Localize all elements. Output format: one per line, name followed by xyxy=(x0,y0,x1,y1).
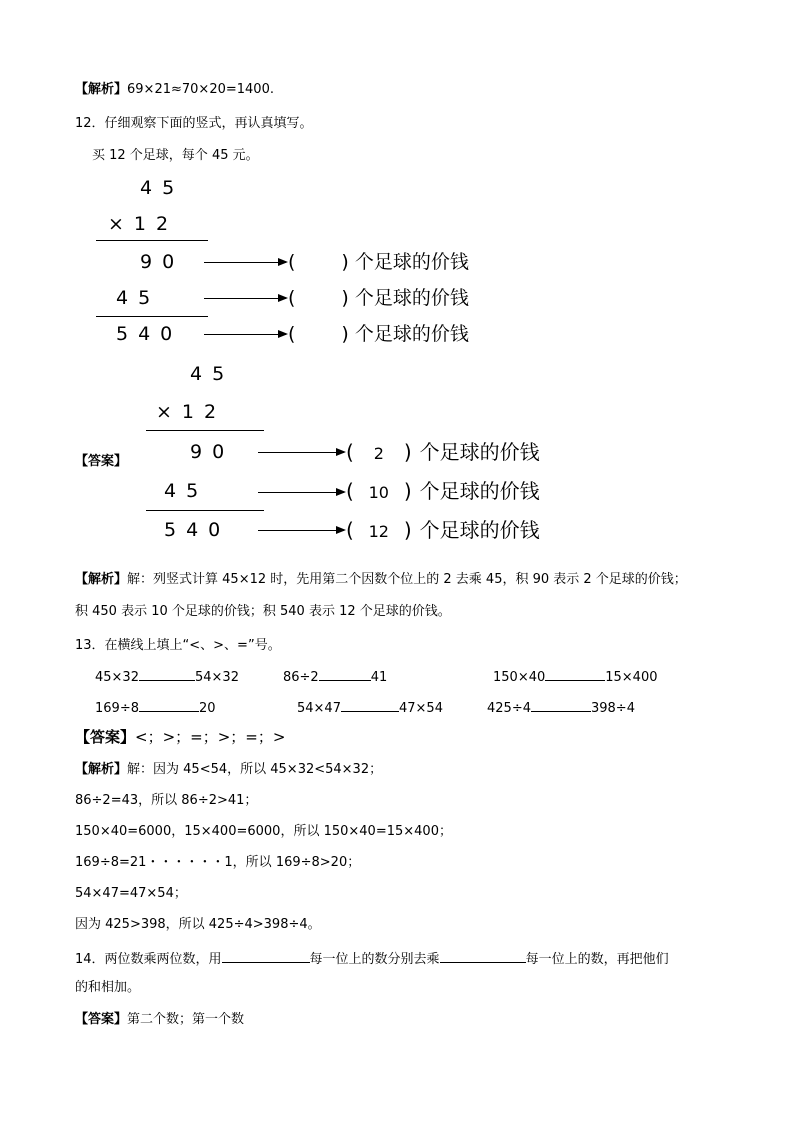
analysis-13-line1: 【解析】解：因为 45<54，所以 45×32<54×32； xyxy=(75,762,383,777)
price-blank: ( ) 个足球的价钱 xyxy=(288,251,469,273)
analysis-13-line6: 因为 425>398，所以 425÷4>398÷4。 xyxy=(75,917,321,932)
comparison-item: 54×47 47×54 xyxy=(297,697,443,719)
answer-blank[interactable] xyxy=(139,697,199,712)
analysis-13-line4: 169÷8=21・・・・・・1，所以 169÷8>20； xyxy=(75,855,361,870)
analysis-text: 69×21≈70×20=1400. xyxy=(127,82,274,97)
analysis-13-line5: 54×47=47×54； xyxy=(75,886,187,901)
arrow-icon xyxy=(258,530,344,531)
calc-row1: 90 xyxy=(190,441,235,463)
comparison-item: 169÷8 20 xyxy=(95,697,216,719)
answer-blank[interactable] xyxy=(341,697,399,712)
comparison-item: 425÷4 398÷4 xyxy=(487,697,635,719)
answer-blank[interactable] xyxy=(531,697,591,712)
calc-divider xyxy=(146,430,264,431)
price-answer: ( 12 ) 个足球的价钱 xyxy=(346,518,540,542)
arrow-icon xyxy=(204,262,286,263)
answer-blank[interactable] xyxy=(222,948,310,963)
calc-divider xyxy=(146,510,264,511)
comparison-item: 150×40 15×400 xyxy=(493,666,658,688)
analysis-12-line2: 积 450 表示 10 个足球的价钱；积 540 表示 12 个足球的价钱。 xyxy=(75,604,451,619)
question-14-line1: 14．两位数乘两位数，用 每一位上的数分别去乘 每一位上的数，再把他们 xyxy=(75,948,669,970)
calc-mult: ×12 xyxy=(108,213,179,235)
answer-blank[interactable] xyxy=(139,666,195,681)
comparison-item: 45×32 54×32 xyxy=(95,666,239,688)
question-13-title: 13．在横线上填上“<、>、=”号。 xyxy=(75,638,281,653)
calc-mult: ×12 xyxy=(156,401,227,423)
answer-value: 2 xyxy=(373,444,384,463)
analysis-13-line2: 86÷2=43，所以 86÷2>41； xyxy=(75,793,258,808)
arrow-icon xyxy=(258,492,344,493)
answer-blank[interactable] xyxy=(545,666,605,681)
calc-row2: 45 xyxy=(164,480,209,502)
analysis-tag: 【解析】 xyxy=(75,82,128,97)
answer-value: 12 xyxy=(368,522,389,541)
price-blank: ( ) 个足球的价钱 xyxy=(288,323,469,345)
analysis-12-line1: 【解析】解：列竖式计算 45×12 时，先用第二个因数个位上的 2 去乘 45，积 90 表示 2 个足球的价钱； xyxy=(75,572,687,587)
arrow-icon xyxy=(204,334,286,335)
comparison-item: 86÷2 41 xyxy=(283,666,387,688)
analysis-13-line3: 150×40=6000，15×400=6000，所以 150×40=15×400； xyxy=(75,824,452,839)
price-blank: ( ) 个足球的价钱 xyxy=(288,287,469,309)
calc-row1: 90 xyxy=(140,251,185,273)
calc-row3: 540 xyxy=(116,323,183,345)
calc-top: 45 xyxy=(190,363,235,385)
answer-blank[interactable] xyxy=(319,666,371,681)
price-answer: ( 10 ) 个足球的价钱 xyxy=(346,479,540,503)
price-answer: ( 2 ) 个足球的价钱 xyxy=(346,440,540,464)
arrow-icon xyxy=(204,298,286,299)
answer-13: 【答案】<；>；=；>；=；> xyxy=(75,728,286,746)
calc-top: 45 xyxy=(140,177,185,199)
calc-row2: 45 xyxy=(116,287,161,309)
question-12-title: 12．仔细观察下面的竖式，再认真填写。 xyxy=(75,116,313,131)
arrow-icon xyxy=(258,452,344,453)
question-12-intro: 买 12 个足球，每个 45 元。 xyxy=(92,148,259,163)
calc-divider xyxy=(96,316,208,317)
answer-tag: 【答案】 xyxy=(75,454,128,469)
answer-blank[interactable] xyxy=(440,948,526,963)
calc-divider xyxy=(96,240,208,241)
answer-value: 10 xyxy=(368,483,389,502)
answer-14: 【答案】第二个数；第一个数 xyxy=(75,1012,245,1027)
calc-row3: 540 xyxy=(164,519,231,541)
question-14-line2: 的和相加。 xyxy=(75,980,141,995)
analysis-11 xyxy=(75,80,274,100)
